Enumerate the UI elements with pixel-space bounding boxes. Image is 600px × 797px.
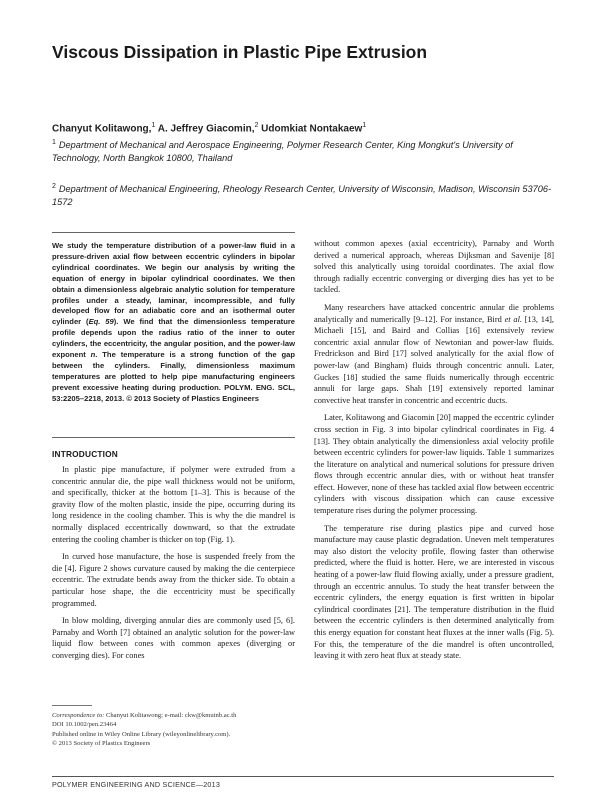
published-line: Published online in Wiley Online Library (wileyonlinelibrary.com). xyxy=(52,730,231,738)
body-paragraph: without common apexes (axial eccentricity), Parnaby and Worth derived a numerical approach, whereas Dijksman and Savenije [8] solved this analytically using toroidal coordinates. The axial flow through radially eccentric converging or diverging dies has yet to be tackled. xyxy=(314,239,554,295)
correspondence-text: Chanyut Kolitawong; e-mail: ckw@kmutnb.ac.th xyxy=(104,712,237,719)
affiliation-text: Department of Mechanical and Aerospace Engineering, Polymer Research Center, King Mongkut's University of Technology, North Bangkok 10800, Thailand xyxy=(52,140,513,164)
abstract-bottom-rule xyxy=(52,437,295,438)
body-paragraph: The temperature rise during plastics pipe and curved hose manufacture may cause plastic degradation. Uneven melt temperatures may also distort the velocity profile, flowing faster than otherwise predicted, where the fluid is hotter. Here, we are interested in viscous heating of a power-law fluid flowing axially, under a pressure gradient, through an eccentric annulus. To study the heat transfer between the eccentric cylinders, the energy equation is first written in bipolar cylindrical coordinates [21]. The temperature distribution in the fluid between the eccentric cylinders is then determined analytically from this energy equation for constant heat fluxes at the inner walls (Fig. 5). For this, the temperature of the die mandrel is often uncontrolled, leaving it with zero heat flux at steady state. xyxy=(314,523,554,661)
author-affiliation-mark: 1 xyxy=(151,122,156,129)
author-name: A. Jeffrey Giacomin, xyxy=(157,123,255,135)
equation-reference: Eq. 59 xyxy=(88,317,114,327)
body-paragraph xyxy=(314,302,554,406)
author-affiliation-mark: 2 xyxy=(254,122,259,129)
right-column xyxy=(314,238,554,662)
body-paragraph: In curved hose manufacture, the hose is suspended freely from the die [4]. Figure 2 shows curvature caused by making the die centerpiece eccentric. The extrudate bends away from the thicker side. To obtain a particular hose shape, the die eccentricity must be specifically programmed. xyxy=(52,552,295,608)
left-column xyxy=(52,464,295,662)
section-heading-introduction: INTRODUCTION xyxy=(52,449,119,459)
author-name: Udomkiat Nontakaew xyxy=(261,123,363,135)
paper-title: Viscous Dissipation in Plastic Pipe Extrusion xyxy=(52,42,428,62)
doi-line: DOI 10.1002/pen.23464 xyxy=(52,721,117,729)
affiliation-text: Department of Mechanical Engineering, Rheology Research Center, University of Wisconsin, Madison, Wisconsin 53706-1572 xyxy=(52,184,552,208)
journal-footer: POLYMER ENGINEERING AND SCIENCE—2013 xyxy=(52,780,221,789)
abstract-top-rule xyxy=(52,232,295,233)
correspondence-label: Correspondence to: xyxy=(52,712,105,719)
power-law-exponent: n xyxy=(90,350,96,360)
abstract xyxy=(52,241,295,405)
abstract-text: We study the temperature distribution of a power-law fluid in a pressure-driven axial flow between eccentric cylinders in bipolar cylindrical coordinates. We begin our analysis by writing the equation of energy in bipolar cylindrical coordinates. We then obtain a dimensionless algebraic analytic solution for temperature profiles under a steady, laminar, incompressible, and fully developed flow for an adiabatic core and an isothermal outer cylinder ( xyxy=(52,241,295,327)
author-name: Chanyut Kolitawong, xyxy=(52,123,152,135)
affiliation-mark: 1 xyxy=(52,139,56,146)
correspondence-line xyxy=(52,711,295,720)
footer-rule xyxy=(52,776,554,777)
copyright-line: © 2013 Society of Plastics Engineers xyxy=(52,740,151,748)
body-text-span: [13, 14], Michaeli [15], and Baird and Collias [16] extensively review concentric axial annular flow of Newtonian and power-law fluids. Fredrickson and Bird [17] solved analytically for the axial flow of power-law (and Bingham) fluids through concentric annuli. Later, Guckes [18] studied the same fluids numerically through eccentric annuli for large gaps. Shah [19] extensively reported laminar convective heat transfer in concentric and eccentric ducts. xyxy=(314,314,554,405)
et-al: et al. xyxy=(504,314,522,324)
body-paragraph: In plastic pipe manufacture, if polymer were extruded from a concentric annular die, the pipe wall thickness would not be uniform, and specifically, thicker at the bottom [1–3]. This is because of the gravity flow of the molten plastic, inside the pipe, occurring during its long residence in the cooling chamber. This is why the die mandrel is normally displaced eccentrically downward, so that the extrudate entering the cooling chamber is thicker on top (Fig. 1). xyxy=(52,465,295,544)
footnotes xyxy=(52,711,295,749)
body-paragraph: Later, Kolitawong and Giacomin [20] mapped the eccentric cylinder cross section in Fig. 3 into bipolar cylindrical coordinates in Fig. 4 [13]. They obtain analytically the dimensionless axial velocity profile between eccentric cylinders for power-law liquids. Table 1 summarizes the literature on analytical and numerical solutions for pressure driven flows through eccentric annular dies, with or without heat transfer effect. However, none of these has tackled axial flow between eccentric cylinders with viscous dissipation which can cause excessive temperature rises during the polymer processing. xyxy=(314,413,554,516)
body-text-span: Many researchers have attacked concentric annular die problems analytically and numerically [9–12]. For instance, Bird xyxy=(314,302,554,324)
affiliation-2 xyxy=(52,180,562,209)
abstract-text: . The temperature is a strong function of the gap between the cylinders. Finally, dimensionless maximum temperatures are plotted to help pipe manufacturing engineers prevent excessive heating during production. POLYM. ENG. SCL, 53:2205–2218, 2013. © 2013 Society of Plastics Engineers xyxy=(52,350,295,403)
affiliation-mark: 2 xyxy=(52,183,56,190)
abstract-text: ). We find that the dimensionless temperature profile depends upon the radius ratio of the inner to outer cylinders, the eccentricity, the angular position, and the power-law exponent xyxy=(52,317,296,360)
author-list xyxy=(52,122,562,134)
affiliation-1 xyxy=(52,136,562,165)
author-affiliation-mark: 1 xyxy=(362,122,367,129)
body-paragraph: In blow molding, diverging annular dies are commonly used [5, 6]. Parnaby and Worth [7] obtained an analytic solution for the power-law liquid flow between cones with common apexes (diverging or converging dies). For cones xyxy=(52,616,295,660)
footnote-rule xyxy=(52,705,92,706)
